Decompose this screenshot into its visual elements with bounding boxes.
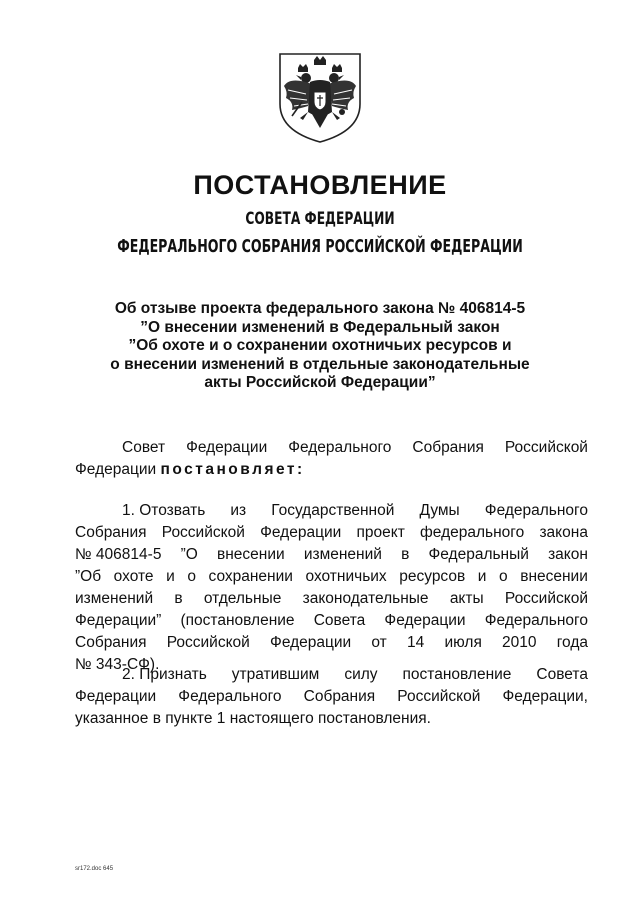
text-word: Российской: [504, 590, 588, 607]
text-word: Думы: [419, 502, 460, 519]
text-word: ресурсов: [399, 568, 466, 585]
text-line: указанное в пункте 1 настоящего постановления.: [75, 710, 431, 727]
text-word: Федерации: [260, 524, 342, 541]
text-line: [75, 610, 588, 632]
text-word: 2. Признать: [122, 666, 207, 683]
text-word: о: [499, 568, 508, 585]
subject-line: ”Об охоте и о сохранении охотничьих ресурсов и: [128, 337, 512, 354]
text-word: охотничьих: [305, 568, 387, 585]
text-word: закона: [539, 524, 588, 541]
text-word: в: [401, 546, 410, 563]
resolution-keyword: постановляет:: [160, 461, 305, 478]
document-title: ПОСТАНОВЛЕНИЕ: [193, 170, 447, 200]
intro-paragraph: [75, 437, 588, 481]
text-word: 14: [407, 634, 425, 651]
text-word: и: [477, 568, 487, 585]
text-word: Собрания: [412, 439, 484, 456]
text-word: охоте: [113, 568, 154, 585]
text-word: Совет: [122, 439, 166, 456]
text-line: [75, 437, 588, 459]
text-word: Собрания: [75, 524, 147, 541]
text-word: ”О: [180, 546, 198, 563]
text-word: Государственной: [271, 502, 395, 519]
text-word: (постановление: [180, 612, 295, 629]
text-word: от: [371, 634, 387, 651]
text-word: № 406814-5: [75, 546, 162, 563]
text-word: Совета: [313, 612, 366, 629]
text-line: [75, 588, 588, 610]
subject-line: акты Российской Федерации”: [204, 374, 436, 391]
text-word: года: [556, 634, 588, 651]
text-word: и: [166, 568, 175, 585]
text-word: закон: [548, 546, 588, 563]
text-line: [75, 459, 588, 481]
text-line: [75, 522, 588, 544]
text-word: Федерального: [484, 612, 588, 629]
text-line: № 343-СФ).: [75, 656, 160, 673]
text-word: Федерации: [75, 688, 157, 705]
text-word: утратившим: [231, 666, 320, 683]
text-word: Федерации”: [75, 612, 162, 629]
text-word: июля: [444, 634, 482, 651]
text-word: Федерального: [288, 439, 392, 456]
text-word: Российской: [504, 439, 588, 456]
text-word: внесении: [216, 546, 285, 563]
document-file-code: sr172.doc 645: [75, 866, 114, 872]
document-subject: [60, 300, 580, 393]
text-word: акты: [449, 590, 484, 607]
text-word: законодательные: [302, 590, 429, 607]
text-word: Федерального: [484, 502, 588, 519]
text-word: Федерации: [186, 439, 268, 456]
text-word: Российской: [166, 634, 250, 651]
text-line: [75, 632, 588, 654]
item-2-paragraph: [75, 664, 588, 730]
text-word: Федерации,: [502, 688, 588, 705]
text-word: Федеральный: [428, 546, 529, 563]
subject-line: о внесении изменений в отдельные законодательные: [110, 355, 530, 373]
text-word: силу: [344, 666, 378, 683]
text-word: 1. Отозвать: [122, 502, 206, 519]
text-word: изменений: [75, 590, 154, 607]
text-word: отдельные: [203, 590, 282, 607]
text-word: постановление: [402, 666, 512, 683]
document-subtitle-council: СОВЕТА ФЕДЕРАЦИИ: [245, 209, 395, 229]
item-1-paragraph: [75, 500, 588, 676]
text-word: Федерации: [384, 612, 466, 629]
text-word: ”Об: [75, 568, 102, 585]
text-line: [75, 544, 588, 566]
russian-coat-of-arms-icon: [270, 46, 370, 146]
text-word: Собрания: [303, 688, 376, 705]
text-word: внесении: [520, 568, 588, 585]
text-word: изменений: [303, 546, 382, 563]
text-line: [75, 500, 588, 522]
text-line: [75, 664, 588, 686]
document-subtitle-assembly: ФЕДЕРАЛЬНОГО СОБРАНИЯ РОССИЙСКОЙ ФЕДЕРАЦИИ: [117, 237, 523, 257]
subject-line: Об отзыве проекта федерального закона № 406814-5: [114, 300, 526, 317]
text-word: сохранении: [208, 568, 293, 585]
text-word: Собрания: [75, 634, 147, 651]
subject-line: ”О внесении изменений в Федеральный закон: [140, 318, 500, 336]
text-word: о: [187, 568, 196, 585]
text-line: [75, 686, 588, 708]
text-word: из: [230, 502, 247, 519]
text-word: Российской: [161, 524, 245, 541]
text-word: в: [174, 590, 183, 607]
text-word: Совета: [536, 666, 588, 683]
text-word: 2010: [502, 634, 537, 651]
text-word: Федерации: [75, 461, 157, 478]
text-word: Российской: [397, 688, 481, 705]
text-line: [75, 566, 588, 588]
text-word: проект: [356, 524, 405, 541]
text-word: федерального: [420, 524, 525, 541]
text-word: Федерации: [270, 634, 352, 651]
text-word: Федерального: [178, 688, 282, 705]
